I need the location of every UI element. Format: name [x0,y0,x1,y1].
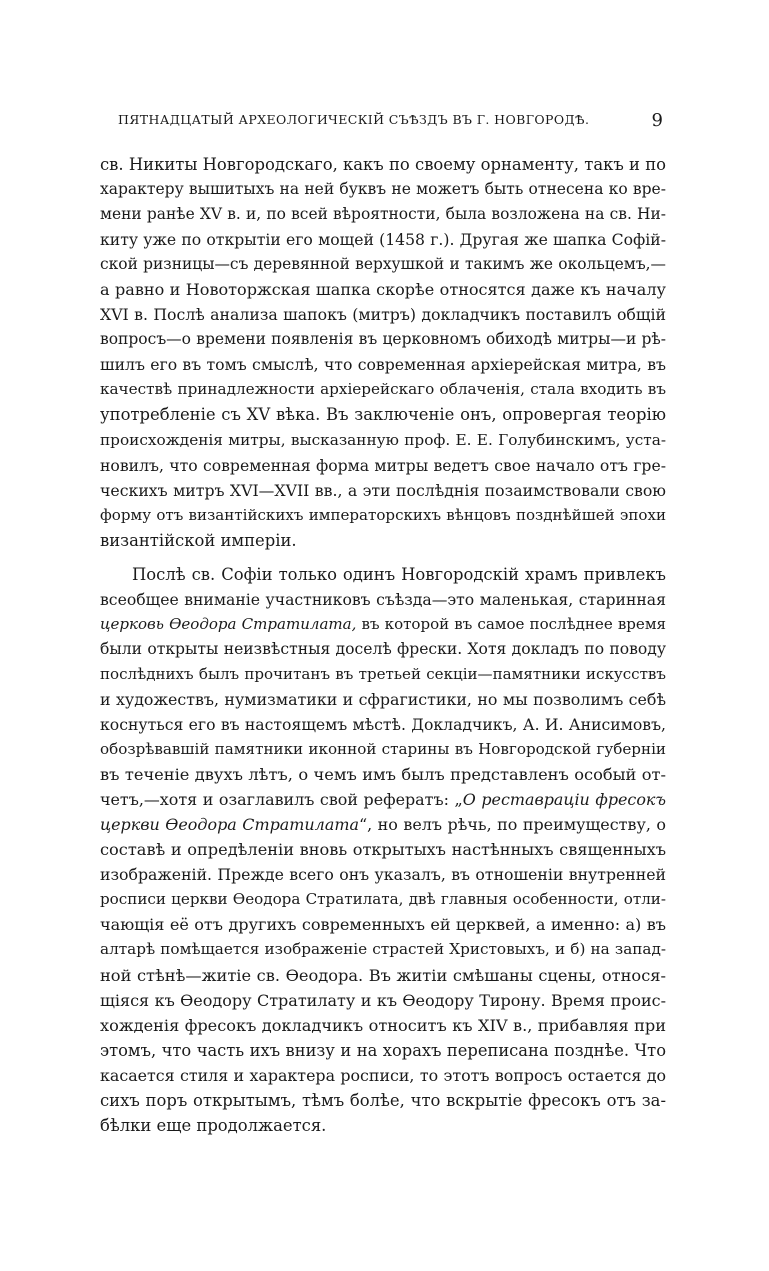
text-line [100,787,666,812]
text-line: послѣднихъ былъ прочитанъ въ третьей секціи—памятники искусствъ [100,664,666,683]
text-line: а равно и Новоторжская шапка скорѣе относятся даже къ началу [100,280,666,300]
text-line [100,612,666,637]
text-line: росписи церкви Ѳеодора Стратилата, двѣ главныя особенности, отли- [100,890,666,909]
text-line: хожденія фресокъ докладчикъ относитъ къ XIV в., прибавляя при [100,1015,666,1035]
text-line: алтарѣ помѣщается изображеніе страстей Христовыхъ, и б) на запад- [100,940,666,959]
text-line: щіяся къ Ѳеодору Стратилату и къ Ѳеодору Тирону. Время проис- [100,990,666,1010]
text-line: въ теченіе двухъ лѣтъ, о чемъ имъ былъ представленъ особый от- [100,765,666,785]
text-line [100,812,666,837]
text-line: Послѣ св. Софіи только одинъ Новгородскій храмъ привлекъ [132,564,666,584]
italic-church-name: церковь Ѳеодора Стратилата, [100,614,357,633]
text-line: изображеній. Прежде всего онъ указалъ, въ отношеніи внутренней [100,865,666,885]
body-text [100,152,666,1138]
text-line: были открыты неизвѣстныя доселѣ фрески. Хотя докладъ по поводу [100,639,666,658]
text-line: происхожденія митры, высказанную проф. Е. Е. Голубинскимъ, уста- [100,430,666,449]
text-line: чающія её отъ другихъ современныхъ ей церквей, а именно: а) въ [100,915,666,935]
text-line: касается стиля и характера росписи, то этотъ вопросъ остается до [100,1065,666,1085]
text-line: ской ризницы—съ деревянной верхушкой и такимъ же окольцемъ,— [100,255,666,274]
italic-report-title: О реставраціи фресокъ [462,790,666,810]
paragraph-1 [100,152,666,553]
text-line: шилъ его въ томъ смыслѣ, что современная архіерейская митра, въ [100,355,666,375]
text-line: св. Никиты Новгородскаго, какъ по своему орнаменту, такъ и по [100,155,666,174]
text-line: всеобщее вниманіе участниковъ съѣзда—это маленькая, старинная [100,589,666,609]
text-fragment: “, но велъ рѣчь, по преимуществу, о [358,815,666,835]
text-line: составѣ и опредѣленіи вновь открытыхъ настѣнныхъ священныхъ [100,840,666,860]
text-line: форму отъ византійскихъ императорскихъ вѣнцовъ позднѣйшей эпохи [100,505,666,524]
text-line: употребленіе съ XV вѣка. Въ заключеніе онъ, опровергая теорію [100,405,666,425]
text-line: и художествъ, нумизматики и сфрагистики, но мы позволимъ себѣ [100,689,666,709]
text-line: ческихъ митръ XVI—XVII вв., а эти послѣднія позаимствовали свою [100,480,666,500]
text-line: мени ранѣе XV в. и, по всей вѣроятности, была возложена на св. Ни- [100,205,666,224]
text-line: бѣлки еще продолжается. [100,1115,327,1135]
page-number: 9 [651,110,663,131]
italic-report-title: церкви Ѳеодора Стратилата [100,815,359,835]
text-line: сихъ поръ открытымъ, тѣмъ болѣе, что вскрытіе фресокъ отъ за- [100,1090,666,1110]
text-fragment: четъ,—хотя и озаглавилъ свой рефератъ: „ [100,790,463,810]
text-line: коснуться его въ настоящемъ мѣстѣ. Докладчикъ, А. И. Анисимовъ, [100,715,666,735]
text-fragment: въ которой въ самое послѣднее время [356,614,666,633]
text-line: византійской имперіи. [100,530,297,550]
text-line: новилъ, что современная форма митры ведетъ свое начало отъ гре- [100,455,666,475]
text-line: обозрѣвавшій памятники иконной старины въ Новгородской губерніи [100,740,666,759]
text-line: XVI в. Послѣ анализа шапокъ (митръ) докладчикъ поставилъ общій [100,305,666,325]
running-head: ПЯТНАДЦАТЫЙ АРХЕОЛОГИЧЕСКІЙ СЪѢЗДЪ ВЪ Г. НОВГОРОДѢ. [118,112,590,127]
text-line: вопросъ—о времени появленія въ церковномъ обиходѣ митры—и рѣ- [100,330,666,349]
text-line: характеру вышитыхъ на ней буквъ не можетъ быть отнесена ко вре- [100,180,666,199]
text-line: ной стѣнѣ—житіе св. Ѳеодора. Въ житіи смѣшаны сцены, относя- [100,965,666,985]
page-header [110,110,663,134]
text-line: качествѣ принадлежности архіерейскаго облаченія, стала входить въ [100,380,666,399]
paragraph-2 [100,562,666,1138]
text-line: этомъ, что часть ихъ внизу и на хорахъ переписана позднѣе. Что [100,1040,666,1060]
text-line: киту уже по открытіи его мощей (1458 г.). Другая же шапка Софій- [100,230,666,250]
